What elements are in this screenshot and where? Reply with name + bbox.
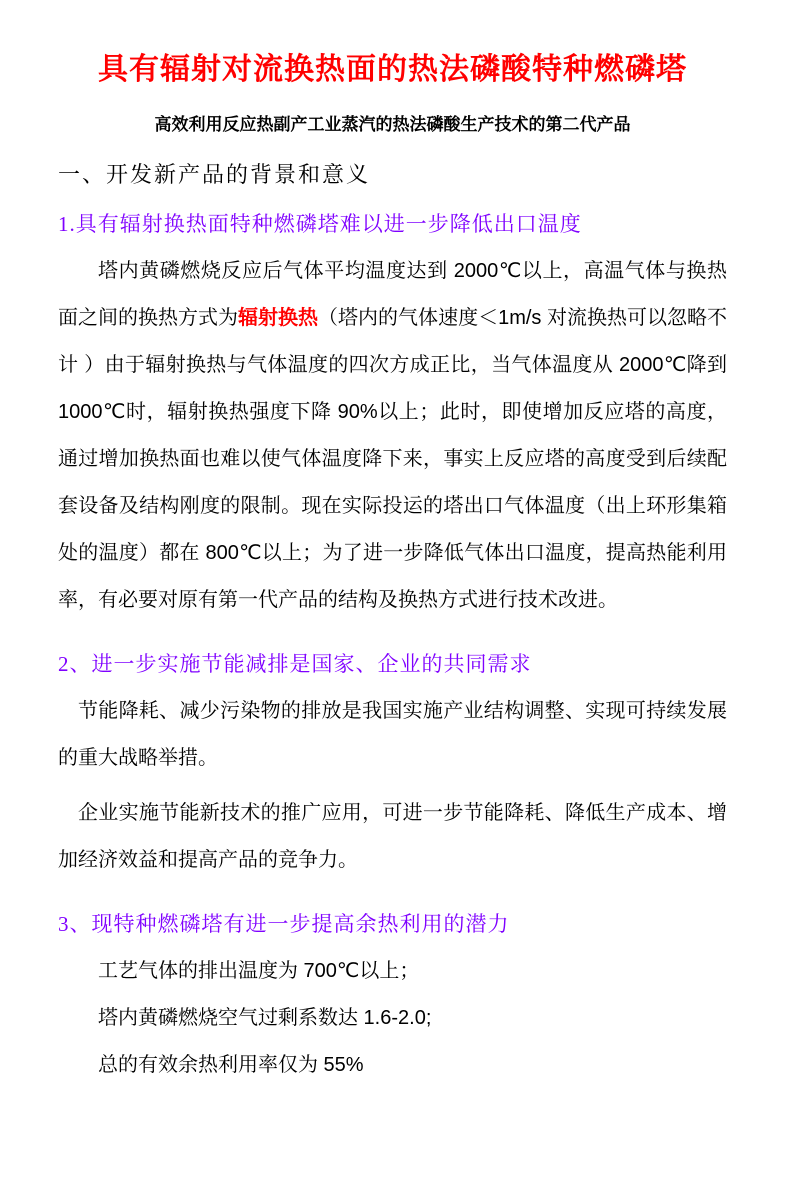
paragraph-1-run-3: （塔内的气体速度＜1m/s 对流换热可以忽略不计 ）由于辐射换热与气体温度的四次方成正比，当气体温度从 2000℃降到 1000℃时，辐射换热强度下降 90%以上；此时，即使增加反应塔的高度，通过增加换热面也难以使气体温度降下来，事实上反应塔的高度受到后续配套设备及结构刚度的限制。现在实际投运的塔出口气体温度（出上环形集箱处的温度）都在 800℃以上；为了进一步降低气体出口温度，提高热能利用率，有必要对原有第一代产品的结构及换热方式进行技术改进。 xyxy=(58,307,727,611)
potential-line-3: 总的有效余热利用率仅为 55% xyxy=(98,1054,364,1076)
subsection-2-heading: 2、进一步实施节能减排是国家、企业的共同需求 xyxy=(58,652,532,676)
potential-line-2: 塔内黄磷燃烧空气过剩系数达 1.6-2.0; xyxy=(98,1007,432,1029)
page-subtitle: 高效利用反应热副产工业蒸汽的热法磷酸生产技术的第二代产品 xyxy=(154,115,631,134)
paragraph-1-run-1: 塔内黄磷燃烧反应后气体平均温度达到 2000℃以上，高温气体与换热面之间的换热方式为 xyxy=(58,260,727,329)
paragraph-3: 企业实施节能新技术的推广应用，可进一步节能降耗、降低生产成本、增加经济效益和提高产品的竞争力。 xyxy=(58,802,727,871)
paragraph-2: 节能降耗、减少污染物的排放是我国实施产业结构调整、实现可持续发展的重大战略举措。 xyxy=(58,700,727,769)
highlight-radiant-heat-transfer: 辐射换热 xyxy=(238,307,319,329)
potential-line-1: 工艺气体的排出温度为 700℃以上； xyxy=(98,960,420,982)
page-title: 具有辐射对流换热面的热法磷酸特种燃磷塔 xyxy=(98,53,687,86)
subsection-1-heading: 1.具有辐射换热面特种燃磷塔难以进一步降低出口温度 xyxy=(58,212,582,236)
subsection-3-heading: 3、现特种燃磷塔有进一步提高余热利用的潜力 xyxy=(58,912,510,936)
section-heading: 一、开发新产品的背景和意义 xyxy=(58,162,371,187)
paragraph-1 xyxy=(58,248,727,624)
